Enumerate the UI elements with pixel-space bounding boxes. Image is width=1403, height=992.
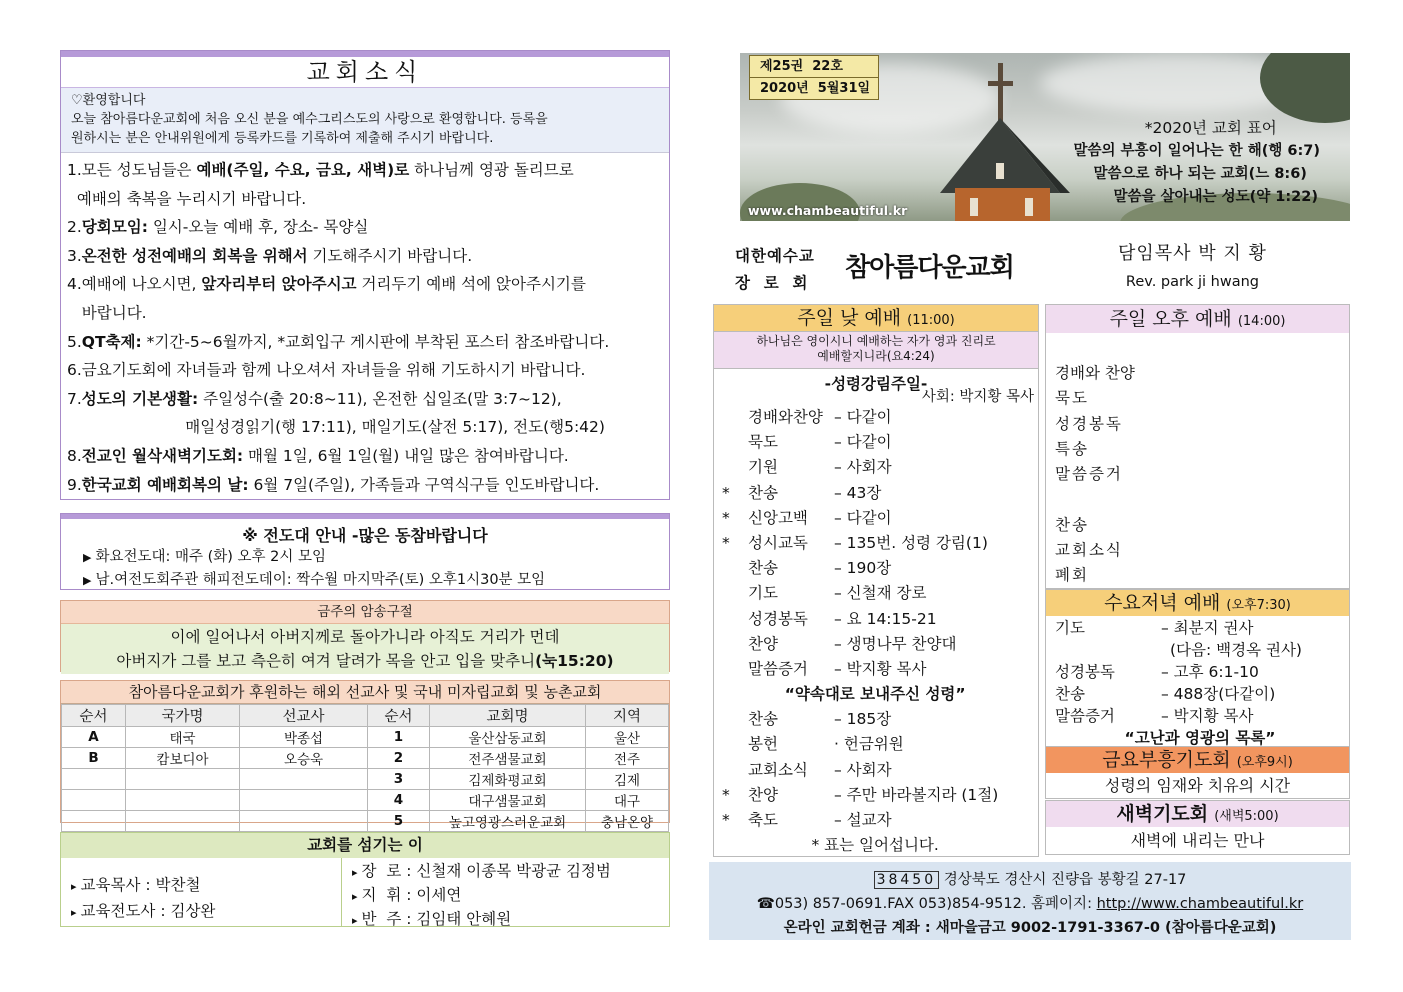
table-cell: 대구샘물교회 <box>430 790 586 811</box>
order-item <box>722 531 998 556</box>
order-value: – 135번. 성령 강림(1) <box>834 533 988 552</box>
service-verse <box>714 331 1038 369</box>
evangelism-title: ※ 전도대 안내 -많은 동참바랍니다 <box>242 526 488 545</box>
news-item <box>67 185 661 214</box>
table-header-cell: 교회명 <box>430 705 586 727</box>
table-cell: A <box>62 727 126 748</box>
sermon-title: “고난과 영광의 목록” <box>1124 729 1276 747</box>
order-label: 기도 <box>748 584 778 603</box>
server-row <box>71 873 215 899</box>
order-item <box>722 581 998 606</box>
evangelism-box <box>60 513 670 590</box>
triangle-right-icon: ▶ <box>83 551 92 564</box>
service-title <box>1046 305 1349 333</box>
news-item <box>67 413 661 442</box>
order-label: 기원 <box>748 458 778 477</box>
order-label: 말씀증거 <box>748 659 808 678</box>
standing-mark: * <box>722 785 730 804</box>
order-value: – 다같이 <box>834 408 892 426</box>
order-value: – 박지황 목사 <box>1161 707 1254 725</box>
news-item-emphasis: 한국교회 예배회복의 날: <box>81 475 249 494</box>
order-value: – 주만 바라볼지라 (1절) <box>834 785 999 804</box>
order-item <box>722 783 998 808</box>
postcode: 38450 <box>874 871 940 889</box>
news-title: 교회소식 <box>61 57 669 88</box>
table-cell: 캄보디아 <box>126 748 240 769</box>
account-label: 온라인 교회헌금 계좌 : 새마을금고 <box>783 920 1011 936</box>
news-item-text: 매일성경읽기(행 17:11), 매일기도(살전 5:17), 전도(행5:42) <box>67 418 605 437</box>
table-cell: 대구 <box>586 790 669 811</box>
order-item <box>1055 661 1345 683</box>
memory-verse-body <box>61 624 669 674</box>
service-theme: -성령강림주일- <box>824 375 928 393</box>
news-item-text: 3. <box>67 246 82 265</box>
service-title-text: 수요저녁 예배 <box>1104 592 1221 614</box>
news-item-emphasis: 앞자리부터 앉아주시고 <box>201 275 357 294</box>
order-item <box>1055 487 1145 512</box>
news-item <box>67 385 661 414</box>
table-header-cell: 선교사 <box>240 705 368 727</box>
order-value: * 표는 일어섭니다. <box>811 836 939 855</box>
order-item <box>722 732 998 757</box>
triangle-right-icon: ▸ <box>71 880 77 893</box>
order-of-worship <box>1055 361 1145 589</box>
order-item <box>722 682 998 707</box>
order-item <box>1055 639 1345 661</box>
table-cell: 울산 <box>586 727 669 748</box>
news-item-text: 7. <box>67 389 82 408</box>
memory-verse-title: 금주의 암송구절 <box>61 601 669 624</box>
order-label: 찬송 <box>748 710 778 729</box>
verse-line: 예배할지니라(요4:24) <box>817 349 935 363</box>
order-value: – 다같이 <box>834 433 892 452</box>
table-cell: 울산삼동교회 <box>430 727 586 748</box>
church-news-box <box>60 50 670 500</box>
table-cell <box>126 811 240 832</box>
order-label: 묵도 <box>748 433 778 452</box>
order-item <box>722 657 998 682</box>
standing-mark: * <box>722 533 730 552</box>
welcome-line: 오늘 참아름다운교회에 처음 오신 분을 예수그리스도의 사랑으로 환영합니다. 등록을 <box>71 112 548 127</box>
server-text: 장 로 : 신철재 이종목 박광균 김정범 <box>361 862 611 880</box>
table-cell <box>240 769 368 790</box>
address-line <box>709 868 1351 892</box>
phone-fax: ☎053) 857-0691.FAX 053)854-9512. 홈페이지: <box>756 896 1097 912</box>
server-row <box>352 884 611 908</box>
news-item-text: 2. <box>67 218 82 237</box>
triangle-right-icon: ▸ <box>352 914 358 927</box>
pastor-name-english: Rev. park ji hwang <box>1125 274 1259 290</box>
website-url: www.chambeautiful.kr <box>748 203 908 218</box>
order-item <box>722 758 998 783</box>
welcome-line: 원하시는 분은 안내위원에게 등록카드를 기록하여 제출해 주시기 바랍니다. <box>71 131 494 146</box>
sunday-afternoon-service <box>1045 304 1350 589</box>
table-row <box>62 727 669 748</box>
order-item <box>722 556 998 581</box>
news-item-text: 9. <box>67 475 82 494</box>
news-items <box>61 153 669 499</box>
order-item <box>722 455 998 480</box>
memory-verse-box <box>60 600 670 672</box>
news-item-text: 하나님께 영광 돌리므로 <box>409 161 574 179</box>
header-banner <box>740 53 1350 221</box>
news-item-text: 바랍니다. <box>67 303 147 322</box>
order-item <box>722 632 998 657</box>
standing-mark: * <box>722 483 730 502</box>
table-cell: 태국 <box>126 727 240 748</box>
address: 경상북도 경산시 진량읍 봉황길 27-17 <box>939 872 1187 888</box>
service-subtitle: 성령의 임재와 치유의 시간 <box>1104 776 1291 795</box>
order-label: 성경봉독 <box>1055 663 1115 681</box>
evangelism-row <box>83 546 669 569</box>
table-cell: 3 <box>368 769 430 790</box>
order-label: 찬양 <box>748 634 778 653</box>
table-cell <box>62 811 126 832</box>
order-value: – 다같이 <box>834 508 892 527</box>
service-time: (14:00) <box>1237 314 1286 329</box>
order-item: 성경봉독 <box>1055 414 1123 433</box>
order-value: – 190장 <box>834 559 892 578</box>
order-value: – 생명나무 찬양대 <box>834 634 957 653</box>
order-label: 경배와찬양 <box>748 408 823 426</box>
order-item <box>722 607 998 632</box>
order-item <box>722 506 998 531</box>
news-item-emphasis: 전교인 월삭새벽기도회: <box>81 446 244 465</box>
table-row <box>62 769 669 790</box>
missions-box <box>60 680 670 831</box>
news-item <box>67 471 661 500</box>
order-value: – 43장 <box>834 483 882 502</box>
order-label: 신앙고백 <box>748 508 808 527</box>
motto-title: *2020년 교회 표어 <box>1144 119 1277 137</box>
table-cell: 전주 <box>586 748 669 769</box>
order-label: 교회소식 <box>748 760 808 779</box>
welcome-section <box>61 88 669 153</box>
news-item <box>67 356 661 385</box>
table-cell: B <box>62 748 126 769</box>
order-item: 폐회 <box>1055 566 1089 585</box>
order-item: 찬송 <box>1055 515 1089 534</box>
denomination <box>735 243 815 297</box>
service-subtitle: 새벽에 내리는 만나 <box>1130 831 1265 850</box>
news-item <box>67 213 661 242</box>
server-text: 반 주 : 김임태 안혜원 <box>361 910 512 928</box>
server-row <box>71 899 215 925</box>
evangelism-row <box>83 569 669 592</box>
service-title-text: 주일 낮 예배 <box>797 307 902 329</box>
news-item <box>67 328 661 357</box>
triangle-right-icon: ▸ <box>352 890 358 903</box>
account-line <box>709 916 1351 940</box>
order-item <box>722 707 998 732</box>
service-time: (오후7:30) <box>1226 598 1291 613</box>
evangelism-text: 남.여전도회주관 해피전도데이: 짝수월 마지막주(토) 오후1시30분 모임 <box>95 572 546 588</box>
motto-line: 말씀으로 하나 되는 교회(느 8:6) <box>1093 166 1307 182</box>
order-item: 경배와 찬양 <box>1055 364 1135 382</box>
news-item-text: 6월 7일(주일), 가족들과 구역식구들 인도바랍니다. <box>248 475 600 494</box>
news-item-emphasis: 성도의 기본생활: <box>81 389 199 408</box>
table-cell: 높고영광스러운교회 <box>430 811 586 832</box>
table-cell <box>126 769 240 790</box>
order-label: 말씀증거 <box>1055 707 1115 725</box>
order-item <box>722 833 998 858</box>
order-value: – 신철재 장로 <box>834 584 927 603</box>
order-value: · 헌금위원 <box>834 735 904 754</box>
table-cell: 5 <box>368 811 430 832</box>
contact-line <box>709 892 1351 916</box>
sunday-morning-service <box>713 304 1039 857</box>
issue-volume: 제25권 22호 <box>760 59 843 74</box>
triangle-right-icon: ▸ <box>71 906 77 919</box>
service-title-text: 주일 오후 예배 <box>1109 308 1232 330</box>
news-item-text: 8. <box>67 446 82 465</box>
wednesday-service <box>1045 589 1350 749</box>
service-time: (오후9시) <box>1236 755 1293 770</box>
table-header-row <box>62 705 669 727</box>
servers-title: 교회를 섬기는 이 <box>61 833 669 858</box>
news-item-emphasis: 예배(주일, 수요, 금요, 새벽)로 <box>196 161 410 179</box>
table-cell: 박종섭 <box>240 727 368 748</box>
order-label: 봉헌 <box>748 735 778 754</box>
news-item-text: 거리두기 예배 석에 앉아주시기를 <box>356 275 586 294</box>
missions-table <box>61 704 669 832</box>
order-of-worship <box>722 405 998 858</box>
order-item: 말씀증거 <box>1055 465 1123 484</box>
verse-line: 하나님은 영이시니 예배하는 자가 영과 진리로 <box>756 334 996 348</box>
order-item: 묵도 <box>1055 389 1089 408</box>
order-value: “약속대로 보내주신 성령” <box>784 685 966 704</box>
table-cell <box>126 790 240 811</box>
order-item <box>722 430 998 455</box>
order-value: – 185장 <box>834 710 892 729</box>
table-cell: 1 <box>368 727 430 748</box>
order-item <box>1055 705 1345 727</box>
service-title <box>1046 747 1349 773</box>
memory-verse-line <box>61 649 669 673</box>
table-header-cell: 지역 <box>586 705 669 727</box>
evangelism-text: 화요전도대: 매주 (화) 오후 2시 모임 <box>95 549 327 565</box>
table-cell <box>240 790 368 811</box>
table-header-cell: 순서 <box>62 705 126 727</box>
dawn-prayer <box>1045 800 1350 855</box>
order-value: – 요 14:15-21 <box>834 609 937 628</box>
table-row <box>62 748 669 769</box>
memory-verse-reference: (눅15:20) <box>535 652 614 670</box>
order-value: – 고후 6:1-10 <box>1161 663 1259 681</box>
issue-date: 2020년 5월31일 <box>750 77 878 99</box>
news-item <box>67 270 661 299</box>
service-title-text: 금요부흥기도회 <box>1102 749 1231 771</box>
order-item <box>1055 617 1345 639</box>
order-item <box>1055 683 1345 705</box>
table-cell: 김제 <box>586 769 669 790</box>
issue-badge <box>749 55 879 100</box>
service-leader: 사회: 박지황 목사 <box>921 389 1034 405</box>
denomination-line: 대한예수교 <box>735 247 815 265</box>
news-item <box>67 442 661 471</box>
servers-right <box>341 858 611 926</box>
table-cell <box>62 790 126 811</box>
news-item <box>67 242 661 271</box>
news-item-text: 4.예배에 나오시면, <box>67 275 202 294</box>
order-value: – 설교자 <box>834 811 892 829</box>
server-text: 교육전도사 : 김상완 <box>80 902 216 920</box>
order-of-worship <box>1055 617 1345 749</box>
server-text: 지 휘 : 이세연 <box>361 886 462 904</box>
table-row <box>62 790 669 811</box>
table-cell: 전주샘물교회 <box>430 748 586 769</box>
news-item-text: 주일성수(출 20:8~11), 온전한 십일조(말 3:7~12), <box>198 389 562 408</box>
server-row <box>352 908 611 932</box>
triangle-right-icon: ▸ <box>352 866 358 879</box>
news-item-text: 기도해주시기 바랍니다. <box>307 246 473 265</box>
order-label: 성경봉독 <box>748 609 808 628</box>
denomination-line: 장 로 회 <box>735 274 809 292</box>
order-item <box>722 481 998 506</box>
news-item-text: 6.금요기도회에 자녀들과 함께 나오셔서 자녀들을 위해 기도하시기 바랍니다. <box>67 361 586 380</box>
order-item <box>722 405 998 430</box>
order-item: 교회소식 <box>1055 541 1123 560</box>
motto <box>1073 117 1320 209</box>
order-item <box>722 808 998 833</box>
news-item-emphasis: 온전한 성전예배의 회복을 위해서 <box>81 246 308 265</box>
order-label: 기도 <box>1055 619 1085 637</box>
order-label: 축도 <box>748 811 778 829</box>
news-item-text: 5. <box>67 332 82 351</box>
table-cell: 김제화평교회 <box>430 769 586 790</box>
church-name: 참아름다운교회 <box>845 253 1014 283</box>
order-value: – 사회자 <box>834 760 892 779</box>
memory-verse-line: 이에 일어나서 아버지께로 돌아가니라 아직도 거리가 먼데 <box>170 628 560 646</box>
table-cell: 충남온양 <box>586 811 669 832</box>
service-title <box>1046 590 1349 616</box>
news-item <box>67 156 661 185</box>
server-text: 교육목사 : 박찬철 <box>80 876 201 894</box>
table-cell: 오승욱 <box>240 748 368 769</box>
table-cell: 4 <box>368 790 430 811</box>
server-row <box>352 860 611 884</box>
footer <box>709 862 1351 940</box>
table-row <box>62 811 669 832</box>
news-item-text: 1.모든 성도님들은 <box>67 161 197 179</box>
table-cell: 2 <box>368 748 430 769</box>
service-title-text: 새벽기도회 <box>1116 803 1209 825</box>
memory-verse-text: 아버지가 그를 보고 측은히 여겨 달려가 목을 안고 입을 맞추니 <box>116 652 536 670</box>
order-label: 성시교독 <box>748 533 808 552</box>
standing-mark: * <box>722 508 730 527</box>
order-value: – 최분지 권사 <box>1161 619 1254 637</box>
table-cell <box>62 769 126 790</box>
motto-line: 말씀의 부흥이 일어나는 한 해(행 6:7) <box>1073 143 1320 159</box>
order-item: 특송 <box>1055 439 1089 458</box>
order-label: 찬송 <box>1055 685 1085 703</box>
table-header-cell: 순서 <box>368 705 430 727</box>
table-header-cell: 국가명 <box>126 705 240 727</box>
service-title <box>714 305 1038 331</box>
order-value: (다음: 백경옥 권사) <box>1170 641 1302 659</box>
table-cell <box>240 811 368 832</box>
order-label: 찬양 <box>748 785 778 804</box>
news-item-text: 일시-오늘 예배 후, 장소- 목양실 <box>147 218 369 237</box>
order-value: – 박지황 목사 <box>834 659 927 678</box>
news-item-text: *기간-5~6월까지, *교회입구 게시판에 부착된 포스터 참조바랍니다. <box>141 332 610 351</box>
news-item-emphasis: QT축제: <box>81 332 142 351</box>
missions-title: 참아름다운교회가 후원하는 해외 선교사 및 국내 미자립교회 및 농촌교회 <box>61 681 669 704</box>
triangle-right-icon: ▶ <box>83 574 92 587</box>
friday-prayer <box>1045 746 1350 799</box>
pastor-name: 담임목사 박 지 황 <box>1118 243 1267 264</box>
servers-left <box>71 873 215 925</box>
servers-box <box>60 832 670 927</box>
standing-mark: * <box>722 811 730 829</box>
order-label: 찬송 <box>748 559 778 578</box>
tree-shape <box>1260 53 1350 123</box>
order-label: 찬송 <box>748 483 778 502</box>
order-value: – 사회자 <box>834 458 892 477</box>
news-item-emphasis: 당회모임: <box>81 218 148 237</box>
motto-line: 말씀을 살아내는 성도(약 1:22) <box>1113 189 1318 205</box>
news-item-text: 예배의 축복을 누리시기 바랍니다. <box>67 189 307 208</box>
homepage-link[interactable]: http://www.chambeautiful.kr <box>1096 896 1304 912</box>
service-time: (새벽5:00) <box>1214 809 1279 824</box>
account-number: 9002-1791-3367-0 (참아름다운교회) <box>1010 920 1277 936</box>
service-title <box>1046 801 1349 827</box>
decorative-bar <box>61 514 669 519</box>
pastor-info <box>1118 240 1267 296</box>
service-time: (11:00) <box>907 313 955 328</box>
news-item-text: 매월 1일, 6월 1일(월) 내일 많은 참여바랍니다. <box>243 446 569 465</box>
news-item <box>67 299 661 328</box>
welcome-title: ♡환영합니다 <box>71 93 146 108</box>
order-value: – 488장(다같이) <box>1161 685 1276 703</box>
